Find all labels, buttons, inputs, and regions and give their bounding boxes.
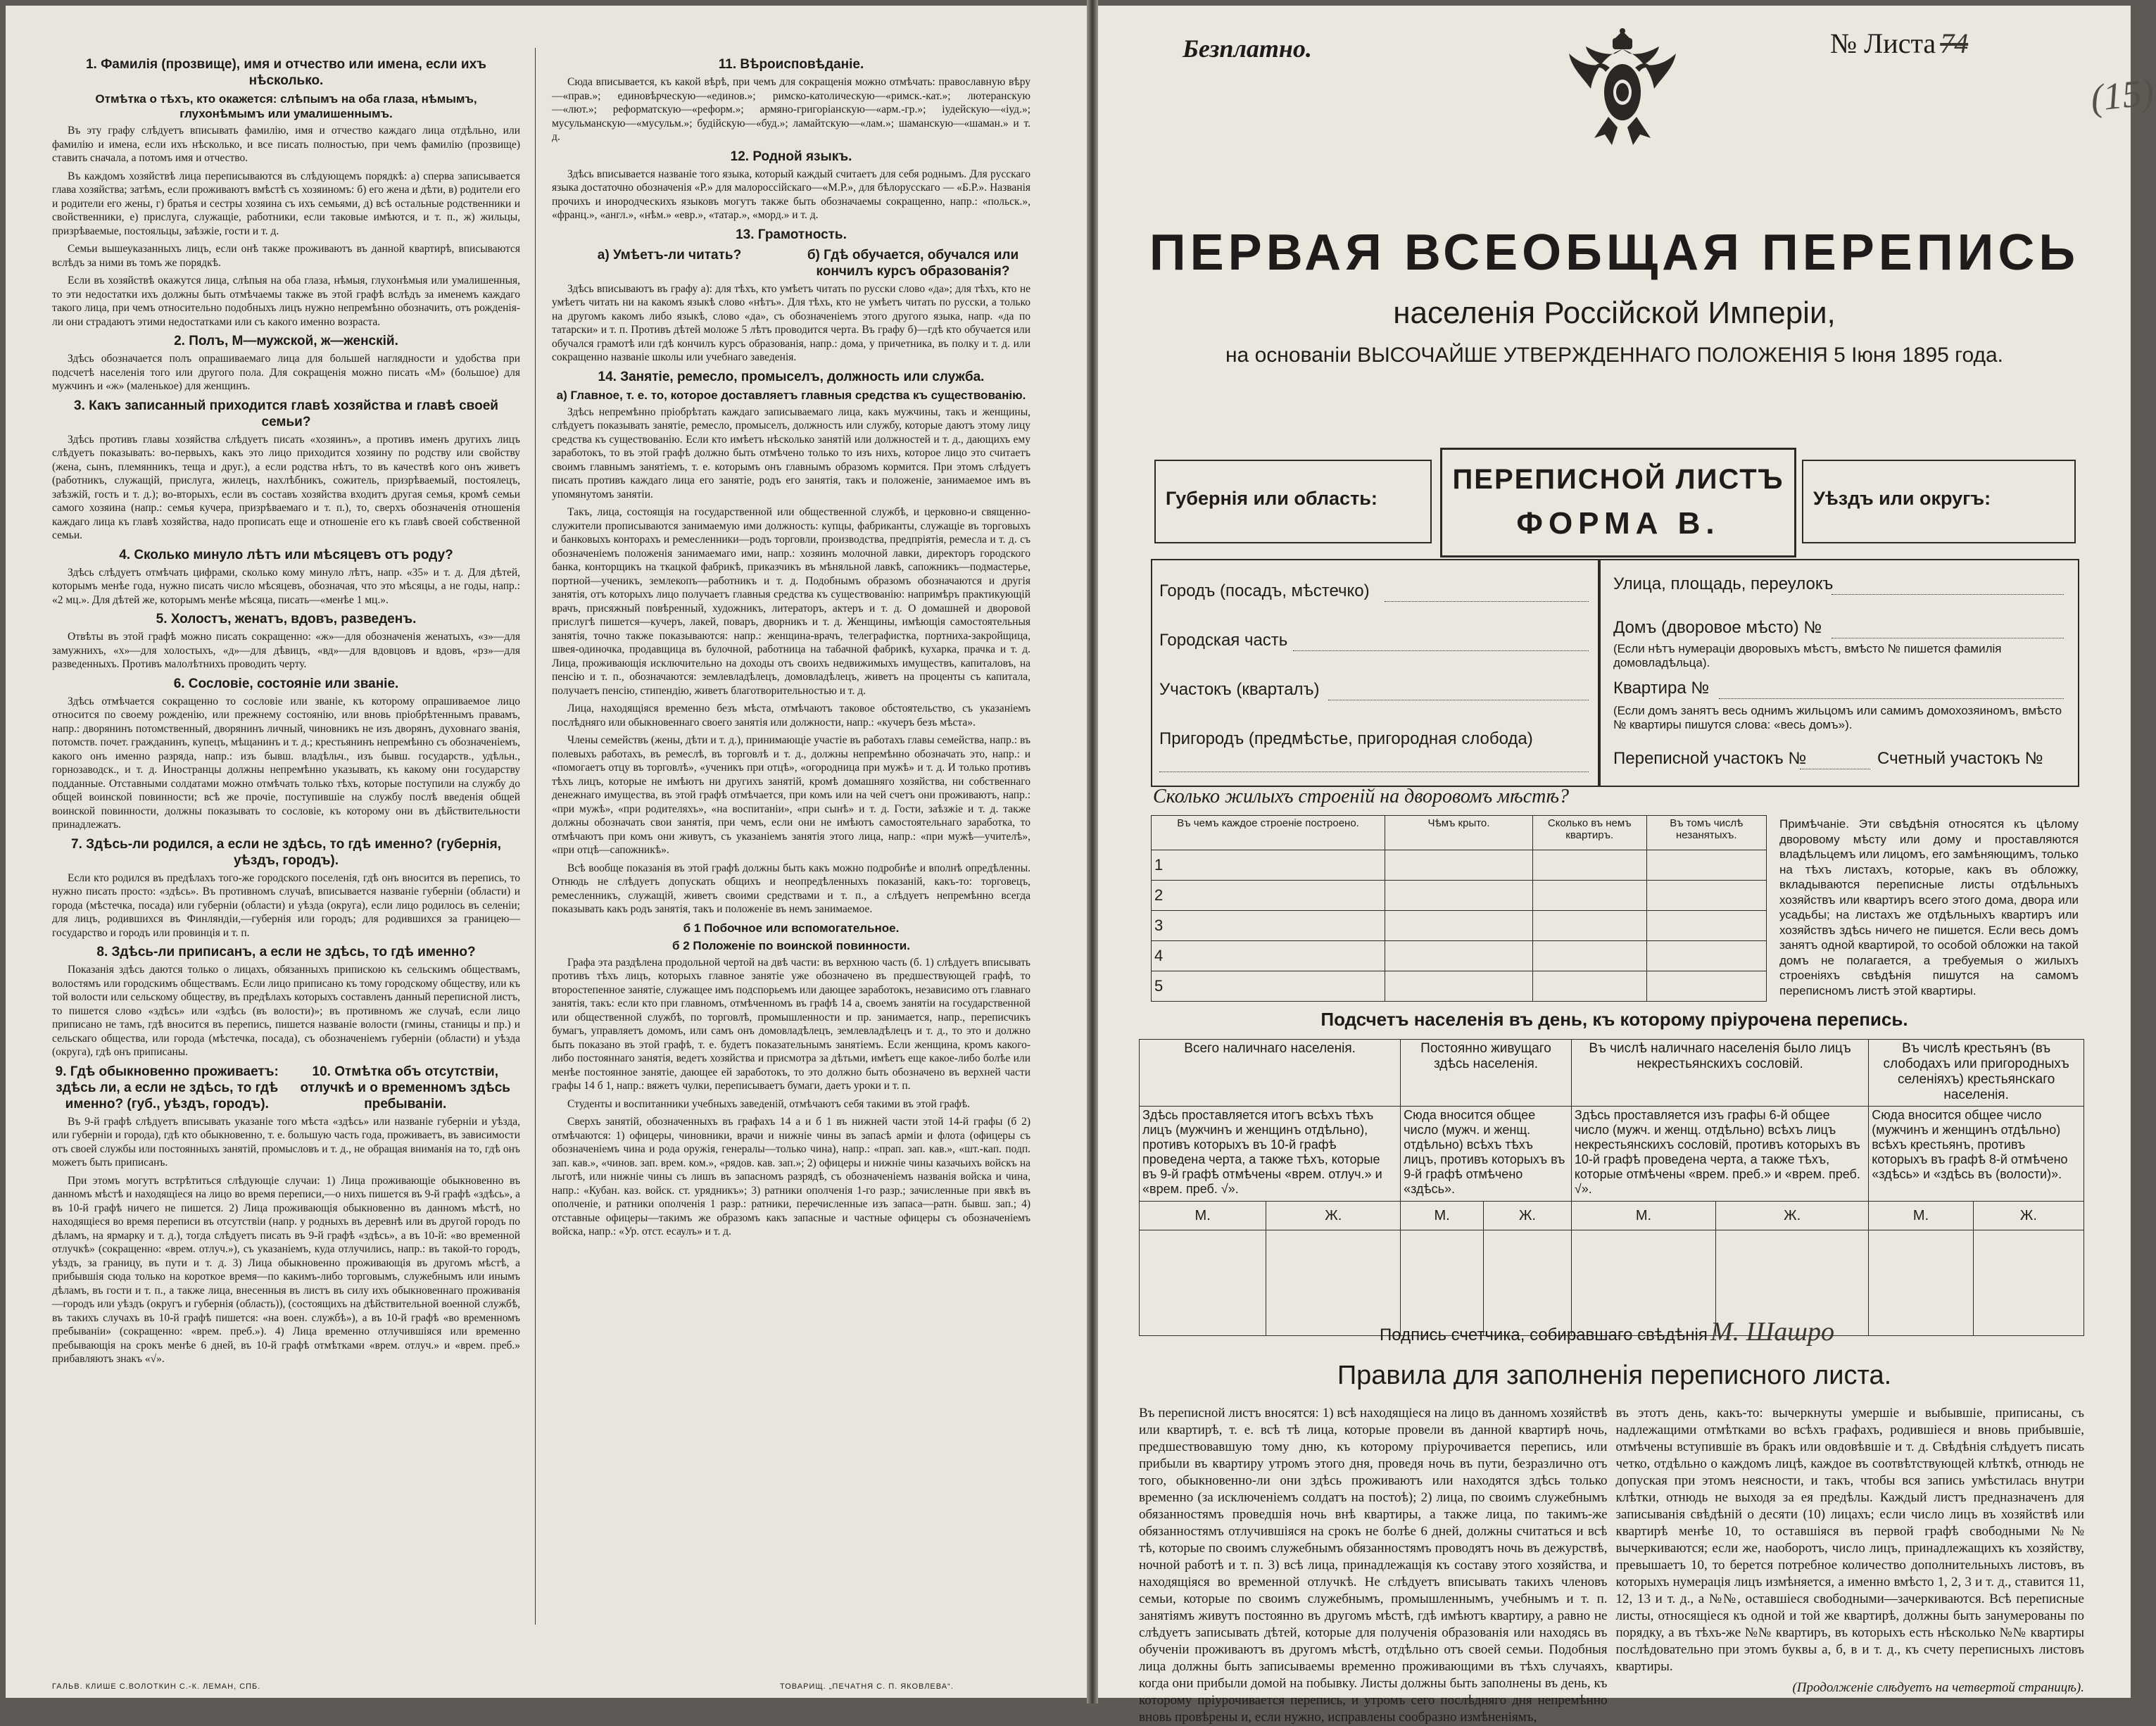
section-heading: 2. Полъ, М—мужской, ж—женскій. (174, 334, 398, 348)
instruction-paragraph: Такъ, лица, состоящія на государственной или общественной службѣ, и церковно-и священно-служители прописываются занимаемую ими должность: купцы, фабриканты, служащіе въ торговыхъ и банковыхъ конторахъ и ремесленники—родъ торговли, производства, предпріятія, ремесла и т. д. съ обозначеніемъ положенія занимаемаго ими, напр.: хозяинъ молочной лавки, директоръ городского банка, конторщикъ на ткацкой фабрикѣ, приказчикъ въ мѣняльной лавкѣ, сапожникъ—подмастерье, портной—ученикъ, землекопъ—работникъ и т. д. Подобнымъ образомъ обозначаются и другія занятія, отъ которыхъ лицо получаетъ главныя средства къ существованію: напримѣръ практикующій врачъ, присяжный повѣренный, художникъ, литераторъ, актеръ и т. д. О домашней и дворовой прислугѣ пишется—кучеръ, лакей, поваръ, дворникъ и т. д. Женщины, имѣющія самостоятельныя занятія, точно также показываются: напр.: женщина-врачъ, телеграфистка, портниха-закройщица, швея-одиночка, продавщица въ булочной, работница на табачной фабрикѣ, кухарка, прачка и т. д. Лица, проживающія исключительно на доходы отъ своихъ недвижимыхъ имуществъ, капиталовъ, на пенсію и т. п., обозначаются: землевладѣлецъ, домовладѣлецъ, живетъ на проценты съ капитала, получаетъ пенсію, стипендію, живетъ благотворительностью и т. д. (552, 506, 1030, 697)
instruction-paragraph: Если кто родился въ предѣлахъ того-же городского поселенія, гдѣ онъ вносится въ перепись, то нужно писать просто: «здѣсь». Въ противномъ случаѣ, вписывается названіе губерніи (области) и города (мѣстечка, посада) или губерніи (области) и уѣзда (округа), если лицо родилось въ селеніи; для лицъ, родившихся въ Финляндіи,—губернія или городъ; для родившихся за границею—государство и городъ или провинція и т. п. (52, 871, 520, 939)
rules-body (1139, 1405, 2084, 1726)
rules-title: Правила для заполненія переписного листа. (1337, 1361, 1892, 1390)
instruction-paragraph: Сверхъ занятій, обозначенныхъ въ графахъ 14 а и б 1 въ нижней части этой 14-й графы (б 2) отмѣчаются: 1) офицеры, чиновники, врачи и нижніе чины въ запасѣ арміи и флота (офицеры съ обозначеніемъ чина и рода оружія, генералы—только чина), напр.: «прап. зап. кав.», «шт.-кап. подп. зап. кав.», «чинов. зап. врем. ком.», «рядов. кав. зап.»; 2) офицеры и нижніе чины казачьихъ войскъ на льготѣ, или нижніе чины съ лишъ въ запасномъ разрядѣ, съ обозначеніемъ названія войска и чина, напр.: «Кубан. каз. войск. ст. урядникъ»; 3) ратники ополченія 1-го разр.; зачисленные при явкѣ въ ополченіе, и ратники ополченія 1 разр.: ратники, перечисленные изъ запаса—ратн. бывш. зап.; 4) отставные офицеры—такимъ же образомъ какъ запасные и частные офицеры съ обозначеніемъ войска, напр.: «Ур. отст. есаулъ» и т. д. (552, 1116, 1030, 1237)
count-value-cell[interactable] (1401, 1230, 1484, 1336)
dwelling-cell[interactable] (1532, 850, 1646, 881)
city-field[interactable] (1385, 601, 1589, 602)
count-values-row (1140, 1230, 2084, 1336)
instruction-paragraph: При этомъ могутъ встрѣтиться слѣдующіе случаи: 1) Лица проживающіе обыкновенно въ данномъ мѣстѣ и находящіеся на лицо во время переписи,—о нихъ пишется въ 9-й графѣ «здѣсь», а въ 10-й графѣ ничего не пишется. 2) Лица проживающія обыкновенно въ данномъ мѣстѣ, но находящіеся во время переписи въ отсутствіи (напр. у родныхъ въ деревнѣ или въ другой городъ по дѣламъ, на ярмарку и т. д.), тогда слѣдуетъ писать въ 9-й графѣ «здѣсь», а въ 10-й: «во временной отлучкѣ» (сокращенно: «врем. отлуч.»), съ указаніемъ, куда отлучились, напр.: въ такой-то городъ, уѣздъ, за границу, въ пути и т. д. 3) Лица обыкновенно проживающія въ другомъ мѣстѣ, а прибывшія сюда только на короткое время—по какимъ-либо торговымъ, служебнымъ или инымъ дѣламъ, въ гости и т. п., а также лица, внесенныя въ листъ въ силу ихъ обыкновеннаго проживанія—городъ или уѣздъ (округъ и губернія (область)), (состоящихъ на дѣйствительной военной службѣ, въ такихъ случахъ въ 10-й графѣ пишется: «на воен. службѣ»), а въ 10-й графѣ «во временномъ пребываніи» (сокращенно: «врем. преб.»). 4) Лица временно отлучившіяся или временно пребывающія на срокъ менѣе 6 дней, въ 10-й графѣ отмѣтками «врем. отлуч.» и «врем. преб.» прибавляютъ знакъ «√». (52, 1174, 520, 1365)
province-field[interactable] (1154, 460, 1432, 543)
section-heading: 14. Занятіе, ремесло, промыселъ, должность или служба. (598, 369, 985, 384)
female-label: Ж. (1484, 1202, 1572, 1230)
form-title-box (1440, 448, 1796, 558)
instructions-column-2 (552, 52, 1030, 1243)
suburb-label: Пригородъ (предмѣстье, пригородная слобода) (1159, 729, 1533, 748)
instruction-paragraph: Всѣ вообще показанія въ этой графѣ должны быть какъ можно подробнѣе и вполнѣ опредѣленны. Отнюдь не слѣдуетъ допускать общихъ и неопредѣленныхъ показаній, какъ-то: торговецъ, ремесленникъ, служащій, живетъ своими средствами и т. п., а слѣдуетъ непремѣнно всегда показывать какъ родъ занятія, такъ и положеніе въ немъ занимаемое. (552, 862, 1030, 915)
address-right-box (1598, 559, 2079, 787)
dwelling-row (1152, 941, 1767, 971)
instruction-paragraph: Лица, находящіяся временно безъ мѣста, отмѣчаютъ таковое обстоятельство, съ указаніемъ послѣдняго или обыкновеннаго своего занятія или должности, напр.: «кучеръ безъ мѣста». (552, 703, 1030, 729)
section-subheading: б 2 Положеніе по воинской повинности. (672, 938, 910, 952)
free-label: Безплатно. (1183, 34, 1312, 63)
instruction-paragraph: Въ эту графу слѣдуетъ вписывать фамилію, имя и отчество каждаго лица отдѣльно, или фамилію и имена, если ихъ нѣсколько, и все писать полностью, при чемъ фамилію (прозвище) ставить сначала, а потомъ имя и отчество. (52, 125, 520, 164)
count-value-cell[interactable] (1973, 1230, 2083, 1336)
book-gutter (1087, 0, 1098, 1703)
dwelling-row (1152, 881, 1767, 911)
dwell-header-roof: Чѣмъ крыто. (1385, 816, 1533, 850)
dwelling-cell[interactable] (1646, 850, 1766, 881)
apartment-note: (Если домъ занятъ весь однимъ жильцомъ или самимъ домохозяиномъ, вмѣсто № квартиры пишутся слова: «весь домъ»). (1613, 704, 2062, 731)
district-label: Участокъ (кварталъ) (1159, 680, 1320, 699)
female-label: Ж. (1973, 1202, 2083, 1230)
instruction-paragraph: Здѣсь противъ главы хозяйства слѣдуетъ писать «хозяинъ», а противъ именъ другихъ лицъ слѣдуетъ показывать: во-первыхъ, какъ это лицо приходится хозяину по родству или свойству (жена, сынъ, племянникъ, теща и друг.), а если родства нѣтъ, то въ качествѣ кого онъ живетъ (работникъ, служащій, прислуга, жилецъ, нахлѣбникъ, сожитель, призрѣваемый, постоялецъ, заѣзжій, гость и т. д.); во-вторыхъ, если въ составъ хозяйства входитъ другая семья, кромѣ семьи самого хозяина (напр.: семья кучера, призрѣваемаго и т. п.), то, сверхъ обозначенія отношенія каждаго лица къ главѣ хозяйства, надо прописать еще и отношеніе его къ главѣ своей собственной семьи. (52, 433, 520, 541)
instruction-paragraph: Графа эта раздѣлена продольной чертой на двѣ части: въ верхнюю часть (б. 1) слѣдуетъ вписывать противъ тѣхъ лицъ, которыхъ главное занятіе уже обозначено въ предшествующей графѣ, то второстепенное занятіе, служащее имъ подспорьемъ или дающее заработокъ, независимо отъ главнаго занятія, такъ: если кто при главномъ, отмѣченномъ въ графѣ 14 а, своемъ занятіи на государственной или общественной службѣ, по торговлѣ, промышленности и пр. занимается, напр., переписчикъ бумагъ, управляетъ домомъ, или самъ онъ домовладѣлецъ, землевладѣлецъ и т. д., то это и должно быть показано въ этой графѣ, т. е. будетъ показательнымъ занятіемъ. Если женщина, кромъ какого-либо постояннаго занятія, ведетъ хозяйства и присмотра за дѣтьми, имѣетъ еще какое-либо болѣе или менѣе постоянное занятіе, дающее ей заработокъ, то это должно быть обозначено въ верхней части графы 14 б 1, напр.: вяжетъ чулки, переписываетъ бумаги, даетъ уроки и т. п. (552, 956, 1030, 1092)
dwelling-row (1152, 850, 1767, 881)
dwelling-cell[interactable] (1385, 911, 1533, 941)
instruction-paragraph: Здѣсь слѣдуетъ отмѣчать цифрами, сколько кому минуло лѣтъ, напр. «35» и т. д. Для дѣтей, которымъ менѣе года, нужно писать число мѣсяцевъ, обозначая, что это мѣсяцы, а не годы, напр.: «2 мц.». Для дѣтей же, которымъ менѣе мѣсяца, писать—«менѣе 1 мц.». (52, 566, 520, 606)
count-column-description: Здѣсь проставляется изъ графы 6-й общее число (мужч. и женщ. отдѣльно) всѣхъ лицъ некрестьянскихъ сословій, противъ которыхъ въ 10-й графѣ проведена черта, а также тѣхъ, которые отмѣчены «врем. преб.» и «врем. преб. √». (1571, 1107, 1868, 1202)
section-heading: 11. Вѣроисповѣданіе. (718, 57, 864, 72)
section-heading: 13. Грамотность. (736, 227, 847, 242)
sheet-number-label: № Листа (1830, 27, 1936, 59)
dwell-header-material: Въ чемъ каждое строеніе построено. (1152, 816, 1385, 850)
section-heading: 3. Какъ записанный приходится главѣ хозяйства и главѣ своей семьи? (74, 398, 498, 429)
section-heading: а) Умѣетъ-ли читать? (597, 247, 742, 263)
instruction-paragraph: Въ каждомъ хозяйствѣ лица переписываются въ слѣдующемъ порядкѣ: а) сперва записывается глава хозяйства; затѣмъ, если проживаютъ вмѣстѣ съ хозяиномъ: б) его жена и дѣти, в) родители его и родители его жены, г) братья и сестры хозяина съ ихъ семьями, д) всѣ остальные родственники и свойственники, е) прислуга, служащіе, работники, если таковые имѣются, и т. п., ж) жильцы, призрѣваемые, постояльцы, заѣзжіе, гости и т. д. (52, 170, 520, 237)
suburb-field[interactable] (1159, 771, 1589, 772)
rules-column-right: въ этотъ день, какъ-то: вычеркнуты умершіе и выбывшіе, приписаны, съ надлежащими отмѣтками во всѣхъ графахъ, родившіеся и вновь прибывшіе, отмѣчены вступившіе въ бракъ или овдовѣвшіе и т. д. Свѣдѣнія слѣдуетъ писать четко, отдѣльно о каждомъ лицѣ, каждое въ соотвѣтствующей клѣткѣ, отнюдь не допуская при этомъ неясности, и такъ, чтобы вся запись умѣстилась внутри клѣтки, отнюдь не выходя за ея предѣлы. Каждый листъ предназначенъ для записыванія свѣдѣній о десяти (10) лицахъ; если число лицъ въ хозяйствѣ или квартирѣ менѣе 10, то оставшіяся въ первой графѣ свободными №№ вычеркиваются; если же, наоборотъ, число лицъ, принадлежащихъ къ хозяйству, превышаетъ 10, то берется потребное количество дополнительныхъ листовъ, въ которыхъ нумерація лицъ измѣняется, а именно вмѣсто 1, 2, 3 и т. д., ставится 11, 12, 13 и т. д., а №№, оставшіеся свободными—зачеркиваются. Всѣ переписные листы, относящіеся къ одной и той же квартирѣ, должны быть занумерованы по порядку, а въ тѣхъ-же №№ квартиръ, въ которыхъ есть нѣсколько №№ квартиры послѣдовательно при этомъ буквы а, б, в и т. д., къ счету переписныхъ листовъ квартиры. (1615, 1406, 2084, 1674)
house-note: (Если нѣтъ нумераціи дворовыхъ мѣстъ, вмѣсто № пишется фамилія домовладѣльца). (1613, 642, 2002, 669)
count-column-description: Сюда вносится общее число (мужчинъ и женщинъ отдѣльно) всѣхъ крестьянъ, противъ которыхъ въ графѣ 8-й отмѣчено «здѣсь» и «здѣсь въ (волости)». (1869, 1107, 2084, 1202)
count-column-header: Въ числѣ наличнаго населенія было лицъ некрестьянскихъ сословій. (1571, 1040, 1868, 1107)
dwellings-header-row (1152, 816, 1767, 850)
count-column-description: Здѣсь проставляется итогъ всѣхъ тѣхъ лицъ (мужчинъ и женщинъ отдѣльно), противъ которыхъ въ 10-й графѣ проведена черта, а также тѣхъ, которые въ 9-й графѣ отмѣчены «врем. отлуч.» и «врем. преб. √». (1140, 1107, 1401, 1202)
dwelling-cell[interactable] (1385, 941, 1533, 971)
count-description-row (1140, 1107, 2084, 1202)
dwelling-cell[interactable] (1532, 971, 1646, 1002)
section-heading: 7. Здѣсь-ли родился, а если не здѣсь, то гдѣ именно? (губернія, уѣздъ, городъ). (71, 836, 501, 868)
instructions-column-1 (52, 52, 520, 1371)
instruction-paragraph: Здѣсь непремѣнно пріобрѣтать каждаго записываемаго лица, какъ мужчины, такъ и женщины, слѣдуетъ показывать занятіе, ремесло, промыселъ, должность или службу, которые даютъ этому лицу средства къ существованію. Если кто имѣетъ нѣсколько занятій или должностей и т. д., дающихъ ему заработокъ, то въ этой графѣ должно быть отмѣчено только то изъ нихъ, которое лицо это считаетъ своимъ главнымъ занятіемъ, т. е. которымъ онъ главнымъ образомъ кормится. При этомъ слѣдуетъ писать противъ каждаго лица его занятіе, родъ его занятія, такъ и положеніе, занимаемое имъ въ упомянутомъ занятіи. (552, 405, 1030, 500)
count-column-header: Всего наличнаго населенія. (1140, 1040, 1401, 1107)
apartment-label: Квартира № (1613, 679, 1710, 698)
city-part-label: Городская часть (1159, 631, 1288, 650)
dwelling-row-number: 3 (1152, 911, 1385, 941)
dwelling-row (1152, 911, 1767, 941)
rules-column-left: Въ переписной листъ вносятся: 1) всѣ находящіеся на лицо въ данномъ хозяйствѣ или квартирѣ, т. е. всѣ тѣ лица, которые провели въ данной квартирѣ ночь, предшествовавшую тому дню, къ которому пріурочивается перепись, или прибыли въ квартиру утромъ этого дня, проведя ночь въ пути, безразлично отъ того, обыкновенно-ли они здѣсь проживаютъ или находятся здѣсь только временно (за исключеніемъ солдатъ на постоѣ); 2) лица, по своимъ служебнымъ обязанностямъ проведшія ночь внѣ квартиры, а также лица, по такимъ-же обязанностямъ отлучившіяся на срокъ не болѣе 6 дней, должны считаться и всѣ тѣ, которые по своимъ служебнымъ обязанностямъ проводятъ ночь въ дежурствѣ, ночной работѣ и т. п. 3) всѣ лица, принадлежащія къ составу этого хозяйства, и находящіяся во временной отлучкѣ. Не слѣдуетъ вписывать такихъ членовъ семьи, которые по своимъ служебнымъ, промышленнымъ, учебнымъ и т. п. занятіямъ живутъ постоянно въ другомъ мѣстѣ, гдѣ имѣютъ квартиру, а равно не слѣдуетъ записывать дѣтей, которые для полученія образованія или находясь въ обученіи проживаютъ въ другомъ мѣстѣ, отдѣльно отъ своей семьи. Подобныя лица должны быть записываемы временно проживающими въ тѣхъ случаяхъ, когда они прибыли домой на побывку. Листы должны быть заполнены въ день, къ которому пріурочивается перепись, и утромъ сего послѣдняго дня непремѣнно вновь провѣрены и, если нужно, исправлены сообразно измѣненіямъ, (1139, 1406, 1608, 1725)
main-title: ПЕРВАЯ ВСЕОБЩАЯ ПЕРЕПИСЬ (1149, 225, 2080, 281)
printer-footer-right: ТОВАРИЩ. „ПЕЧАТНЯ С. П. ЯКОВЛЕВА“. (780, 1682, 954, 1691)
handwritten-number: (15) (2088, 70, 2156, 120)
section-subheading: а) Главное, т. е. то, которое доставляетъ главныя средства къ существованію. (556, 388, 1026, 402)
male-label: М. (1869, 1202, 1974, 1230)
count-value-cell[interactable] (1869, 1230, 1974, 1336)
instruction-paragraph: Показанія здѣсь даются только о лицахъ, обязанныхъ припискою къ сельскимъ обществамъ, волостямъ или городскимъ обществамъ. Если лицо приписано къ тому городскому обществу, или къ той волости или сельскому обществу, въ предѣлахъ которыхъ составленъ данный переписной листъ, то пишется слово «здѣсь» или «здѣсь (въ волости)»; въ противномъ же случаѣ, если лицо приписано не тамъ, гдѣ вносится въ перепись, пишется названіе волости (гмины, станицы и пр.) и сельскаго общества, или города (мѣстечка, посада), съ обозначеніемъ губерніи (области) и уѣзда (округа), гдѣ онъ приписаны. (52, 964, 520, 1058)
instruction-paragraph: Сюда вписывается, къ какой вѣрѣ, при чемъ для сокращенія можно отмѣчать: православную вѣру—«прав.»; единовѣрческую—«единов.»; римско-католическую—«римск.-кат.»; лютеранскую—«лют.»; реформатскую—«реформ.»; армяно-григоріанскую—«арм.-гр.»; іудейскую—«іуд.»; мусульманскую—«мусульм.»; будійскую—«буд.»; ламайтскую—«лам.»; шаманскую—«шаман.» и т. д. (552, 76, 1030, 143)
address-left-box (1151, 559, 1601, 787)
count-gender-row (1140, 1202, 2084, 1230)
dwelling-cell[interactable] (1646, 941, 1766, 971)
section-heading: б) Гдѣ обучается, обучался или кончилъ курсъ образованія? (807, 247, 1019, 279)
male-label: М. (1401, 1202, 1484, 1230)
section-heading: 6. Сословіе, состояніе или званіе. (173, 676, 399, 691)
section-subheading: б 1 Побочное или вспомогательное. (683, 921, 900, 935)
dwellings-note: Примѣчаніе. Эти свѣдѣнія относятся къ цѣлому дворовому мѣсту или дому и проставляются владѣльцемъ или лицомъ, его замѣняющимъ, только на тѣхъ листахъ, которые, какъ въ обложку, вкладываются переписные листы отдѣльныхъ хозяйствъ или квартиръ всего этого дома, двора или усадьбы; на листахъ же отдѣльныхъ квартиръ или хозяйствъ здѣсь ничего не пишется. Если весь домъ занятъ одной квартирой, то особой обложки на такой домъ не полагается, а требуемыя о жилыхъ строеніяхъ свѣдѣнія пишутся на самомъ переписномъ листѣ этой квартиры. (1779, 817, 2079, 997)
census-district-label: Переписной участокъ № (1613, 749, 1807, 768)
dwelling-cell[interactable] (1385, 850, 1533, 881)
male-label: М. (1140, 1202, 1266, 1230)
section-heading: 4. Сколько минуло лѣтъ или мѣсяцевъ отъ роду? (119, 547, 453, 562)
rules-continued: (Продолженіе слѣдуетъ на четвертой страницѣ). (1792, 1680, 2084, 1695)
dwelling-cell[interactable] (1532, 941, 1646, 971)
dwellings-question: Сколько жилыхъ строеній на дворовомъ мѣстѣ? (1153, 786, 1570, 807)
instruction-paragraph: Здѣсь обозначается полъ опрашиваемаго лица для большей наглядности и удобства при подсчетѣ населенія того или другого пола. Для сокращенія можно писать «М» (большое) для мужчинъ и «ж» (маленькое) для женщинъ. (52, 353, 520, 392)
dwelling-cell[interactable] (1646, 971, 1766, 1002)
count-column-header: Постоянно живущаго здѣсь населенія. (1401, 1040, 1572, 1107)
section-heading: 9. Гдѣ обыкновенно проживаетъ: здѣсь ли, а если не здѣсь, то гдѣ именно? (губ., уѣздъ, городъ). (55, 1064, 279, 1111)
instruction-paragraph: Студенты и воспитанники учебныхъ заведеній, отмѣчаютъ себя такими въ этой графѣ. (567, 1097, 971, 1110)
female-label: Ж. (1266, 1202, 1401, 1230)
section-heading: 8. Здѣсь-ли приписанъ, а если не здѣсь, то гдѣ именно? (96, 945, 476, 959)
instruction-paragraph: Здѣсь отмѣчается сокращенно то сословіе или званіе, къ которому опрашиваемое лицо относится по своему рожденію, или прежнему состоянію, или вновь пріобрѣтеннымъ правамъ, напр.: дворянинъ потомственный, дворянинъ личный, чиновникъ не изъ дворянъ, духовнаго званія, потомств. почет. гражданинъ, купецъ, мѣщанинъ и т. д.; крестьянинъ непремѣнно съ обозначеніемъ, какого онъ именно разряда, напр.: изъ бывш. владѣльч., изъ бывш. государств., удѣльн., горнозаводск., и т. д. Иностранцы должны непремѣнно указывать, къ какому они государству подданные. Отставными солдатами можно отмѣчать только тѣхъ, которые поступили на службу до общей воинской повинности; всѣ же прочіе, поступившіе на службу послѣ введенія общей воинской повинности, должны показывать то сословіе, къ которому они въ дѣйствительности принадлежатъ. (52, 695, 520, 831)
count-value-cell[interactable] (1484, 1230, 1572, 1336)
signature-label: Подпись счетчика, собиравшаго свѣдѣнія (1380, 1325, 1708, 1344)
count-column-header: Въ числѣ крестьянъ (въ слободахъ или пригородныхъ селеніяхъ) крестьянскаго населенія. (1869, 1040, 2084, 1107)
instruction-paragraph: Здѣсь вписываютъ въ графу а): для тѣхъ, кто умѣетъ читать по русски слово «да»; для тѣхъ, кто не умѣетъ читать ни на какомъ языкѣ слово «нѣтъ». Для тѣхъ, кто не умѣетъ читать по русски, а только на другомъ какомъ либо языкѣ, слово «да», съ обозначеніемъ этого другого языка, напр. «да по татарски» и т. п. Противъ дѣтей моложе 5 лѣтъ проводится черта. Въ графу б)—гдѣ кто обучается или обучался грамотѣ или гдѣ кончилъ курсъ образованія, напр.: дома, у причетника, въ полку и т. д. или сокращенно названіе школы или учебнаго заведенія. (552, 282, 1030, 363)
street-field[interactable] (1832, 594, 2064, 595)
dwelling-row-number: 5 (1152, 971, 1385, 1002)
instruction-paragraph: Члены семействъ (жены, дѣти и т. д.), принимающіе участіе въ работахъ главы семейства, напр.: въ полевыхъ работахъ, въ ремеслѣ, въ торговлѣ и т. д., должны непремѣнно обозначать это, напр.: и «помогаетъ отцу въ торговлѣ», «ученикъ при отцѣ», «огородница при мужѣ» и т. д. И только противъ тѣхъ лицъ, которые не имѣютъ ни другихъ занятій, кромѣ домашняго хозяйства, ни собственнаго денежнаго имущества, въ этой графѣ отмѣчается, при комъ или на чей счетъ они проживаютъ, напр.: «при мужѣ», «при родителяхъ», «на воспитаніи», «при сынѣ» и т. д. Гости, заѣзжіе и т. д. также должны обозначать свои занятія, при чемъ, если они не имѣютъ самостоятельнаго заработка, то отмѣчаютъ при комъ они живутъ, съ указаніемъ занятія этого лица, напр.: «при мужѣ—учителѣ», «при отцѣ—сапожникѣ». (552, 734, 1030, 856)
dwelling-cell[interactable] (1532, 911, 1646, 941)
instruction-paragraph: Отвѣты въ этой графѣ можно писать сокращенно: «ж»—для обозначенія женатыхъ, «з»—для замужнихъ, «х»—для холостыхъ, «д»—для дѣвицъ, «вд»—для вдовцовъ и вдовъ, «рз»—для разведенныхъ. Противъ малолѣтнихъ проводить черту. (52, 631, 520, 670)
male-label: М. (1571, 1202, 1715, 1230)
instruction-paragraph: Семьи вышеуказанныхъ лицъ, если онѣ также проживаютъ въ данной квартирѣ, вписываются вслѣдъ за ними въ томъ же порядкѣ. (52, 243, 520, 269)
count-value-cell[interactable] (1140, 1230, 1266, 1336)
column-divider (535, 48, 536, 1625)
section-heading: 5. Холостъ, женатъ, вдовъ, разведенъ. (156, 612, 417, 626)
form-title: ПЕРЕПИСНОЙ ЛИСТЪ (1452, 464, 1784, 495)
dwell-header-apartments: Сколько въ немъ квартиръ. (1532, 816, 1646, 850)
province-label: Губернія или область: (1166, 488, 1378, 509)
sheet-number-handwritten: 74 (1940, 27, 1969, 59)
dwelling-cell[interactable] (1646, 881, 1766, 911)
subtitle: населенія Россійской Имперіи, (1393, 296, 1836, 330)
instruction-paragraph: Здѣсь вписывается названіе того языка, который каждый считаетъ для себя роднымъ. Для русскаго языка достаточно обозначенія «Р.» для малороссійскаго—«М.Р.», для бѣлорусскаго — «Б.Р.». Названія прочихъ и инородческихъ языковъ могутъ также быть обозначаемы сокращенно, напр.: «польск.», «франц.», «англ.», «нѣм.» «евр.», «татар.», «морд.» и т. д. (552, 168, 1030, 221)
right-page-census-form (1098, 6, 2156, 1725)
street-label: Улица, площадь, переулокъ (1613, 574, 1834, 593)
city-part-field[interactable] (1293, 650, 1589, 651)
count-value-cell[interactable] (1266, 1230, 1401, 1336)
count-column-description: Сюда вносится общее число (мужч. и женщ. отдѣльно) всѣхъ тѣхъ лицъ, противъ которыхъ въ 9-й графѣ отмѣчено «здѣсь». (1401, 1107, 1572, 1202)
apartment-field[interactable] (1719, 698, 2064, 699)
dwelling-row-number: 1 (1152, 850, 1385, 881)
count-header-row (1140, 1040, 2084, 1107)
dwelling-cell[interactable] (1532, 881, 1646, 911)
count-value-cell[interactable] (1571, 1230, 1715, 1336)
dwelling-row-number: 2 (1152, 881, 1385, 911)
population-count-title: Подсчетъ населенія въ день, къ которому пріурочена перепись. (1320, 1009, 1908, 1030)
house-label: Домъ (дворовое мѣсто) № (1613, 618, 1822, 637)
form-type: ФОРМА В. (1516, 506, 1720, 541)
section-heading: 12. Родной языкъ. (730, 149, 852, 164)
dwell-header-vacant: Въ томъ числѣ незанятыхъ. (1646, 816, 1766, 850)
uyezd-label: Уѣздъ или округъ: (1813, 488, 1991, 509)
dwelling-row (1152, 971, 1767, 1002)
section-subheading: Отмѣтка о тѣхъ, кто окажется: слѣпымъ на оба глаза, нѣмымъ, глухонѣмымъ или умалишеннымъ. (95, 92, 477, 120)
dwellings-table (1151, 815, 1767, 1002)
enumerator-signature: М. Шашро (1710, 1317, 1834, 1347)
instruction-paragraph: Въ 9-й графѣ слѣдуетъ вписывать указаніе того мѣста «здѣсь» или названіе губерніи и уѣзда, или губерніи и города), гдѣ кто обыкновенно, т. е. большую часть года, проживаетъ, въ зависимости отъ своей службы или постоянныхъ занятій, промысловъ и т. д., не обращая вниманія на то, гдѣ онъ можетъ быть приписанъ. (52, 1115, 520, 1168)
city-label: Городъ (посадъ, мѣстечко) (1159, 581, 1370, 600)
dwelling-cell[interactable] (1646, 911, 1766, 941)
female-label: Ж. (1716, 1202, 1869, 1230)
section-heading: 10. Отмѣтка объ отсутствіи, отлучкѣ и о временномъ здѣсь пребываніи. (300, 1064, 510, 1111)
legal-basis: на основаніи ВЫСОЧАЙШЕ УТВЕРЖДЕННАГО ПОЛОЖЕНІЯ 5 Іюня 1895 года. (1225, 344, 2003, 367)
imperial-eagle-icon (1566, 25, 1679, 152)
section-heading-pair (52, 1064, 520, 1112)
instruction-paragraph: Если въ хозяйствѣ окажутся лица, слѣпыя на оба глаза, нѣмыя, глухонѣмыя или умалишенныя, то эти недостатки ихъ должны быть отмѣчаемы также въ этой графѣ вслѣдъ за именемъ каждаго такого лица, при чемъ относительно подобныхъ лицъ нужно непремѣнно обозначить, отъ рожденія-ли они страдаютъ этими недостатками или съ какого именно возраста. (52, 275, 520, 328)
population-count-table (1139, 1039, 2084, 1336)
section-heading: 1. Фамилія (прозвище), имя и отчество или имена, если ихъ нѣсколько. (85, 57, 487, 88)
dwelling-row-number: 4 (1152, 941, 1385, 971)
count-district-label: Счетный участокъ № (1877, 749, 2043, 768)
section-heading-pair (552, 247, 1030, 279)
uyezd-field[interactable] (1802, 460, 2076, 543)
left-page-instructions (6, 6, 1087, 1698)
dwelling-cell[interactable] (1385, 971, 1533, 1002)
printer-footer-left: ГАЛЬВ. КЛИШЕ С.ВОЛОТКИН С.-К. ЛЕМАН, СПБ. (52, 1682, 261, 1691)
dwelling-cell[interactable] (1385, 881, 1533, 911)
